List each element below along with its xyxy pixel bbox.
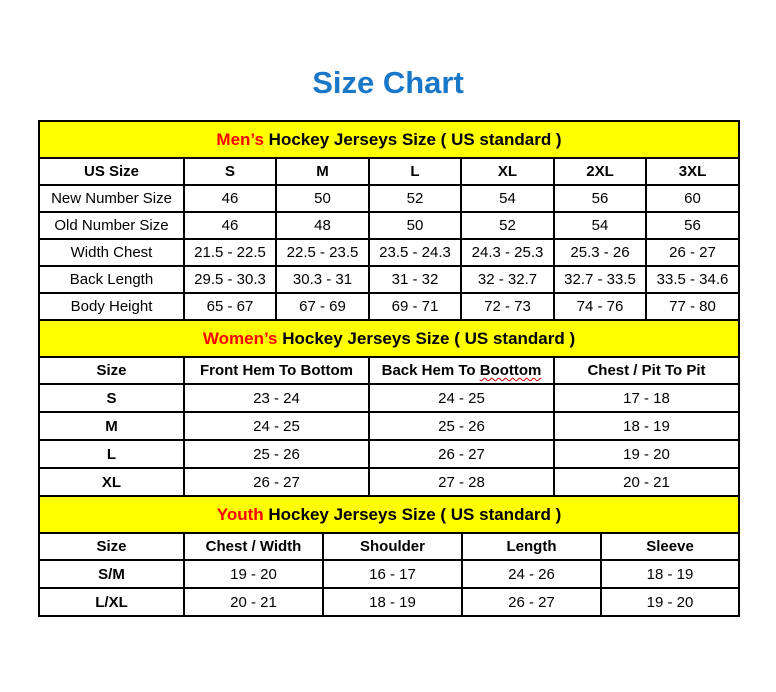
- size-value-cell: 72 - 73: [461, 293, 554, 320]
- row-label: S: [39, 384, 184, 412]
- mens-header-row: [39, 158, 739, 185]
- size-value-cell: 46: [184, 212, 276, 239]
- row-label: L/XL: [39, 588, 184, 616]
- size-value-cell: 74 - 76: [554, 293, 646, 320]
- mens-banner-cell: [39, 121, 739, 158]
- size-value-cell: 77 - 80: [646, 293, 739, 320]
- youth-size-table: [38, 495, 740, 617]
- womens-section-banner: [39, 320, 739, 357]
- column-header: Length: [462, 533, 601, 560]
- row-label: L: [39, 440, 184, 468]
- size-value-cell: 26 - 27: [184, 468, 369, 496]
- column-header: XL: [461, 158, 554, 185]
- size-value-cell: 20 - 21: [554, 468, 739, 496]
- size-value-cell: 17 - 18: [554, 384, 739, 412]
- size-value-cell: 19 - 20: [184, 560, 323, 588]
- size-value-cell: 24 - 25: [184, 412, 369, 440]
- column-header: Shoulder: [323, 533, 462, 560]
- size-value-cell: 46: [184, 185, 276, 212]
- column-header: Chest / Width: [184, 533, 323, 560]
- size-value-cell: 24.3 - 25.3: [461, 239, 554, 266]
- column-header: Size: [39, 357, 184, 384]
- size-value-cell: 27 - 28: [369, 468, 554, 496]
- row-label: Body Height: [39, 293, 184, 320]
- table-row: [39, 266, 739, 293]
- size-value-cell: 52: [369, 185, 461, 212]
- table-row: [39, 588, 739, 616]
- size-value-cell: 52: [461, 212, 554, 239]
- size-value-cell: 25 - 26: [184, 440, 369, 468]
- size-value-cell: 23 - 24: [184, 384, 369, 412]
- mens-banner-text: Hockey Jerseys Size ( US standard ): [263, 129, 562, 149]
- table-row: [39, 239, 739, 266]
- row-label: XL: [39, 468, 184, 496]
- size-value-cell: 65 - 67: [184, 293, 276, 320]
- size-value-cell: 60: [646, 185, 739, 212]
- column-header: Sleeve: [601, 533, 739, 560]
- column-header: [369, 357, 554, 384]
- size-value-cell: 24 - 25: [369, 384, 554, 412]
- youth-banner-text: Hockey Jerseys Size ( US standard ): [263, 504, 562, 524]
- mens-section-banner: [39, 121, 739, 158]
- column-header: M: [276, 158, 369, 185]
- column-header: US Size: [39, 158, 184, 185]
- mens-banner-highlight: Men’s: [216, 129, 264, 149]
- row-label: M: [39, 412, 184, 440]
- size-value-cell: 25.3 - 26: [554, 239, 646, 266]
- size-value-cell: 56: [554, 185, 646, 212]
- youth-section-banner: [39, 496, 739, 533]
- size-value-cell: 29.5 - 30.3: [184, 266, 276, 293]
- size-value-cell: 21.5 - 22.5: [184, 239, 276, 266]
- size-value-cell: 69 - 71: [369, 293, 461, 320]
- table-row: [39, 185, 739, 212]
- youth-banner-highlight: Youth: [216, 504, 264, 524]
- size-value-cell: 22.5 - 23.5: [276, 239, 369, 266]
- column-header: 2XL: [554, 158, 646, 185]
- size-value-cell: 16 - 17: [323, 560, 462, 588]
- column-header: Front Hem To Bottom: [184, 357, 369, 384]
- size-value-cell: 18 - 19: [554, 412, 739, 440]
- youth-header-row: [39, 533, 739, 560]
- size-value-cell: 50: [369, 212, 461, 239]
- size-value-cell: 18 - 19: [323, 588, 462, 616]
- size-value-cell: 32 - 32.7: [461, 266, 554, 293]
- womens-size-table: [38, 319, 740, 497]
- size-value-cell: 31 - 32: [369, 266, 461, 293]
- table-row: [39, 212, 739, 239]
- column-header: L: [369, 158, 461, 185]
- size-value-cell: 25 - 26: [369, 412, 554, 440]
- mens-size-table: [38, 120, 740, 321]
- size-value-cell: 23.5 - 24.3: [369, 239, 461, 266]
- misspelled-word: Boottom: [479, 362, 542, 379]
- row-label: New Number Size: [39, 185, 184, 212]
- size-value-cell: 24 - 26: [462, 560, 601, 588]
- size-value-cell: 54: [554, 212, 646, 239]
- page-title: Size Chart: [312, 65, 464, 100]
- size-value-cell: 33.5 - 34.6: [646, 266, 739, 293]
- size-value-cell: 26 - 27: [369, 440, 554, 468]
- table-row: [39, 560, 739, 588]
- youth-banner-cell: [39, 496, 739, 533]
- table-row: [39, 293, 739, 320]
- womens-banner-cell: [39, 320, 739, 357]
- size-chart: [38, 120, 738, 617]
- table-row: [39, 384, 739, 412]
- table-row: [39, 468, 739, 496]
- table-row: [39, 412, 739, 440]
- size-value-cell: 19 - 20: [554, 440, 739, 468]
- size-value-cell: 50: [276, 185, 369, 212]
- column-header: 3XL: [646, 158, 739, 185]
- size-value-cell: 18 - 19: [601, 560, 739, 588]
- size-value-cell: 56: [646, 212, 739, 239]
- size-value-cell: 32.7 - 33.5: [554, 266, 646, 293]
- womens-banner-highlight: Women’s: [202, 328, 278, 348]
- table-row: [39, 440, 739, 468]
- size-value-cell: 26 - 27: [646, 239, 739, 266]
- row-label: Back Length: [39, 266, 184, 293]
- size-value-cell: 67 - 69: [276, 293, 369, 320]
- column-header: Chest / Pit To Pit: [554, 357, 739, 384]
- size-value-cell: 48: [276, 212, 369, 239]
- womens-header-row: [39, 357, 739, 384]
- size-value-cell: 30.3 - 31: [276, 266, 369, 293]
- row-label: S/M: [39, 560, 184, 588]
- size-value-cell: 26 - 27: [462, 588, 601, 616]
- womens-banner-text: Hockey Jerseys Size ( US standard ): [277, 328, 576, 348]
- column-header-text: Back Hem To: [381, 362, 480, 379]
- size-value-cell: 19 - 20: [601, 588, 739, 616]
- column-header: S: [184, 158, 276, 185]
- size-value-cell: 54: [461, 185, 554, 212]
- row-label: Old Number Size: [39, 212, 184, 239]
- size-value-cell: 20 - 21: [184, 588, 323, 616]
- row-label: Width Chest: [39, 239, 184, 266]
- column-header: Size: [39, 533, 184, 560]
